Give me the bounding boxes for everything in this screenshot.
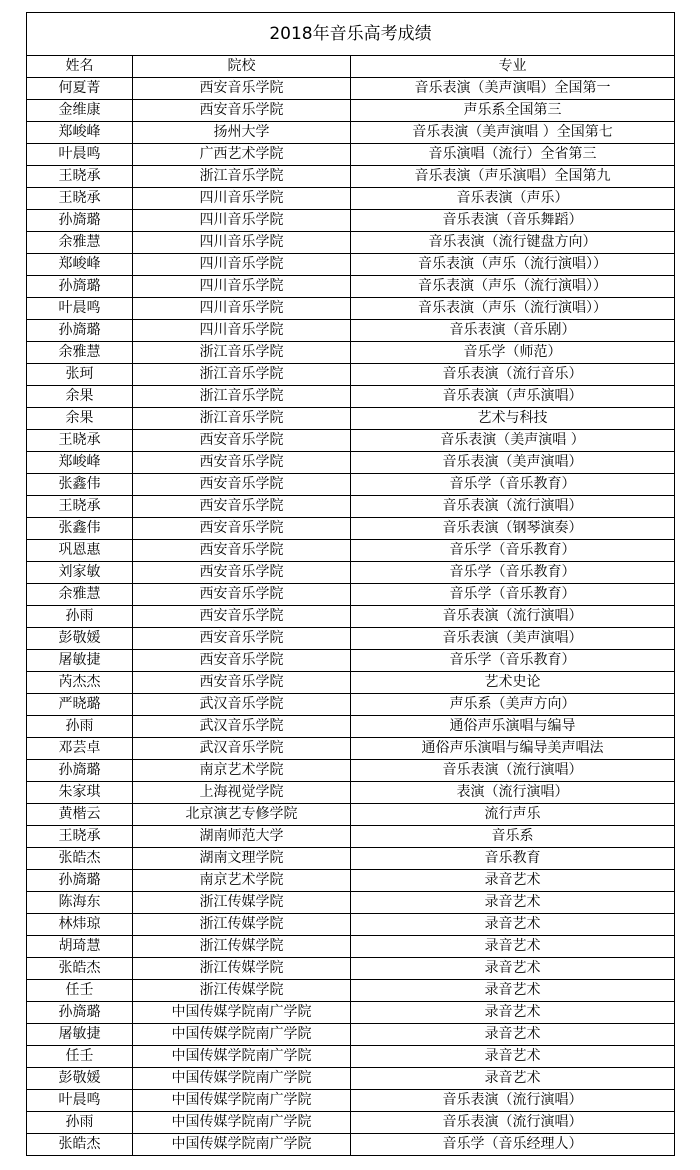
major-cell: 音乐表演（音乐舞蹈） [351,210,675,232]
student-name-cell: 张皓杰 [27,848,133,870]
table-row [27,606,675,628]
major-cell: 录音艺术 [351,936,675,958]
school-cell: 浙江音乐学院 [133,166,351,188]
major-cell: 音乐表演（声乐（流行演唱）） [351,276,675,298]
major-cell: 音乐表演（音乐剧） [351,320,675,342]
school-cell: 武汉音乐学院 [133,738,351,760]
major-cell: 音乐学（音乐教育） [351,474,675,496]
student-name-cell: 张珂 [27,364,133,386]
major-cell: 音乐表演（声乐演唱）全国第九 [351,166,675,188]
student-name-cell: 屠敏捷 [27,650,133,672]
student-name-cell: 何夏菁 [27,78,133,100]
school-cell: 西安音乐学院 [133,474,351,496]
table-row [27,298,675,320]
header-name: 姓名 [27,56,133,78]
table-row [27,1134,675,1156]
title-row [27,13,675,56]
table-row [27,914,675,936]
school-cell: 四川音乐学院 [133,188,351,210]
table-row [27,650,675,672]
results-table [26,12,675,1156]
major-cell: 音乐学（音乐教育） [351,584,675,606]
table-row [27,826,675,848]
table-row [27,166,675,188]
school-cell: 中国传媒学院南广学院 [133,1002,351,1024]
school-cell: 北京演艺专修学院 [133,804,351,826]
table-row [27,78,675,100]
table-row [27,122,675,144]
table-row [27,672,675,694]
student-name-cell: 彭敬媛 [27,1068,133,1090]
school-cell: 四川音乐学院 [133,254,351,276]
student-name-cell: 屠敏捷 [27,1024,133,1046]
major-cell: 艺术与科技 [351,408,675,430]
school-cell: 浙江传媒学院 [133,936,351,958]
school-cell: 西安音乐学院 [133,100,351,122]
table-row [27,1090,675,1112]
major-cell: 录音艺术 [351,914,675,936]
major-cell: 表演（流行演唱） [351,782,675,804]
major-cell: 音乐表演（声乐（流行演唱）） [351,254,675,276]
student-name-cell: 王晓承 [27,826,133,848]
major-cell: 音乐表演（美声演唱） [351,452,675,474]
table-row [27,1002,675,1024]
student-name-cell: 孙旖璐 [27,276,133,298]
school-cell: 浙江音乐学院 [133,408,351,430]
student-name-cell: 张皓杰 [27,958,133,980]
major-cell: 录音艺术 [351,892,675,914]
major-cell: 音乐学（师范） [351,342,675,364]
major-cell: 声乐系（美声方向） [351,694,675,716]
major-cell: 音乐表演（流行键盘方向） [351,232,675,254]
student-name-cell: 黄楷云 [27,804,133,826]
school-cell: 中国传媒学院南广学院 [133,1068,351,1090]
student-name-cell: 郑峻峰 [27,452,133,474]
major-cell: 音乐表演（美声演唱）全国第一 [351,78,675,100]
table-row [27,562,675,584]
school-cell: 武汉音乐学院 [133,716,351,738]
table-row [27,232,675,254]
table-row [27,1046,675,1068]
student-name-cell: 孙雨 [27,606,133,628]
school-cell: 南京艺术学院 [133,760,351,782]
major-cell: 音乐表演（钢琴演奏） [351,518,675,540]
school-cell: 广西艺术学院 [133,144,351,166]
table-row [27,210,675,232]
student-name-cell: 余雅慧 [27,342,133,364]
major-cell: 音乐表演（美声演唱） [351,628,675,650]
student-name-cell: 王晓承 [27,188,133,210]
major-cell: 艺术史论 [351,672,675,694]
school-cell: 西安音乐学院 [133,650,351,672]
table-row [27,1024,675,1046]
table-row [27,1068,675,1090]
student-name-cell: 叶晨鸣 [27,144,133,166]
student-name-cell: 刘家敏 [27,562,133,584]
student-name-cell: 孙雨 [27,1112,133,1134]
major-cell: 音乐教育 [351,848,675,870]
student-name-cell: 孙旖璐 [27,760,133,782]
student-name-cell: 金维康 [27,100,133,122]
student-name-cell: 郑峻峰 [27,254,133,276]
school-cell: 上海视觉学院 [133,782,351,804]
major-cell: 音乐表演（声乐（流行演唱）） [351,298,675,320]
major-cell: 录音艺术 [351,980,675,1002]
school-cell: 西安音乐学院 [133,606,351,628]
school-cell: 中国传媒学院南广学院 [133,1112,351,1134]
student-name-cell: 彭敬媛 [27,628,133,650]
student-name-cell: 张皓杰 [27,1134,133,1156]
major-cell: 音乐系 [351,826,675,848]
major-cell: 声乐系全国第三 [351,100,675,122]
student-name-cell: 林炜琼 [27,914,133,936]
table-row [27,342,675,364]
student-name-cell: 严晓璐 [27,694,133,716]
major-cell: 录音艺术 [351,870,675,892]
school-cell: 浙江传媒学院 [133,892,351,914]
school-cell: 湖南文理学院 [133,848,351,870]
table-row [27,738,675,760]
student-name-cell: 叶晨鸣 [27,298,133,320]
major-cell: 音乐演唱（流行）全省第三 [351,144,675,166]
header-major: 专业 [351,56,675,78]
student-name-cell: 孙旖璐 [27,210,133,232]
table-row [27,254,675,276]
table-row [27,518,675,540]
table-row [27,848,675,870]
major-cell: 音乐表演（流行演唱） [351,1112,675,1134]
school-cell: 浙江音乐学院 [133,364,351,386]
table-row [27,958,675,980]
table-row [27,188,675,210]
school-cell: 扬州大学 [133,122,351,144]
school-cell: 西安音乐学院 [133,672,351,694]
school-cell: 西安音乐学院 [133,496,351,518]
student-name-cell: 余雅慧 [27,232,133,254]
student-name-cell: 叶晨鸣 [27,1090,133,1112]
major-cell: 通俗声乐演唱与编导美声唱法 [351,738,675,760]
school-cell: 四川音乐学院 [133,276,351,298]
student-name-cell: 王晓承 [27,430,133,452]
table-row [27,870,675,892]
school-cell: 四川音乐学院 [133,232,351,254]
table-row [27,364,675,386]
student-name-cell: 孙雨 [27,716,133,738]
table-row [27,782,675,804]
student-name-cell: 余雅慧 [27,584,133,606]
major-cell: 音乐表演（流行演唱） [351,1090,675,1112]
major-cell: 音乐学（音乐教育） [351,650,675,672]
major-cell: 音乐表演（美声演唱 ） [351,430,675,452]
student-name-cell: 王晓承 [27,166,133,188]
major-cell: 音乐学（音乐经理人） [351,1134,675,1156]
table-row [27,474,675,496]
student-name-cell: 巩恩惠 [27,540,133,562]
student-name-cell: 孙旖璐 [27,1002,133,1024]
school-cell: 四川音乐学院 [133,210,351,232]
table-row [27,584,675,606]
student-name-cell: 余果 [27,408,133,430]
table-row [27,452,675,474]
student-name-cell: 朱家琪 [27,782,133,804]
school-cell: 中国传媒学院南广学院 [133,1134,351,1156]
table-row [27,408,675,430]
sheet-title: 2018年音乐高考成绩 [27,13,675,56]
table-body [27,78,675,1156]
school-cell: 中国传媒学院南广学院 [133,1046,351,1068]
table-row [27,276,675,298]
school-cell: 西安音乐学院 [133,562,351,584]
school-cell: 西安音乐学院 [133,452,351,474]
student-name-cell: 王晓承 [27,496,133,518]
school-cell: 四川音乐学院 [133,298,351,320]
school-cell: 浙江音乐学院 [133,386,351,408]
major-cell: 音乐表演（美声演唱 ）全国第七 [351,122,675,144]
header-row [27,56,675,78]
table-row [27,320,675,342]
student-name-cell: 邓芸卓 [27,738,133,760]
major-cell: 音乐学（音乐教育） [351,540,675,562]
table-row [27,540,675,562]
table-row [27,628,675,650]
table-row [27,892,675,914]
student-name-cell: 郑峻峰 [27,122,133,144]
school-cell: 西安音乐学院 [133,540,351,562]
major-cell: 录音艺术 [351,1046,675,1068]
school-cell: 西安音乐学院 [133,78,351,100]
major-cell: 音乐表演（声乐演唱） [351,386,675,408]
major-cell: 录音艺术 [351,1024,675,1046]
school-cell: 浙江传媒学院 [133,980,351,1002]
major-cell: 录音艺术 [351,958,675,980]
table-row [27,386,675,408]
table-row [27,760,675,782]
school-cell: 中国传媒学院南广学院 [133,1090,351,1112]
major-cell: 音乐表演（流行音乐） [351,364,675,386]
major-cell: 音乐表演（流行演唱） [351,496,675,518]
student-name-cell: 任壬 [27,980,133,1002]
major-cell: 录音艺术 [351,1002,675,1024]
table-row [27,100,675,122]
school-cell: 浙江传媒学院 [133,914,351,936]
major-cell: 音乐学（音乐教育） [351,562,675,584]
major-cell: 音乐表演（声乐） [351,188,675,210]
student-name-cell: 胡琦慧 [27,936,133,958]
student-name-cell: 张鑫伟 [27,474,133,496]
table-row [27,430,675,452]
student-name-cell: 孙旖璐 [27,320,133,342]
school-cell: 湖南师范大学 [133,826,351,848]
school-cell: 中国传媒学院南广学院 [133,1024,351,1046]
major-cell: 录音艺术 [351,1068,675,1090]
table-row [27,1112,675,1134]
table-row [27,694,675,716]
major-cell: 通俗声乐演唱与编导 [351,716,675,738]
header-school: 院校 [133,56,351,78]
student-name-cell: 芮杰杰 [27,672,133,694]
student-name-cell: 张鑫伟 [27,518,133,540]
major-cell: 音乐表演（流行演唱） [351,760,675,782]
major-cell: 流行声乐 [351,804,675,826]
table-row [27,144,675,166]
school-cell: 浙江音乐学院 [133,342,351,364]
results-sheet [26,12,674,1156]
school-cell: 西安音乐学院 [133,628,351,650]
table-row [27,980,675,1002]
table-row [27,496,675,518]
school-cell: 南京艺术学院 [133,870,351,892]
school-cell: 西安音乐学院 [133,584,351,606]
student-name-cell: 陈海东 [27,892,133,914]
school-cell: 西安音乐学院 [133,518,351,540]
school-cell: 武汉音乐学院 [133,694,351,716]
table-row [27,716,675,738]
school-cell: 四川音乐学院 [133,320,351,342]
table-row [27,804,675,826]
table-row [27,936,675,958]
student-name-cell: 任壬 [27,1046,133,1068]
student-name-cell: 孙旖璐 [27,870,133,892]
school-cell: 西安音乐学院 [133,430,351,452]
student-name-cell: 余果 [27,386,133,408]
school-cell: 浙江传媒学院 [133,958,351,980]
major-cell: 音乐表演（流行演唱） [351,606,675,628]
